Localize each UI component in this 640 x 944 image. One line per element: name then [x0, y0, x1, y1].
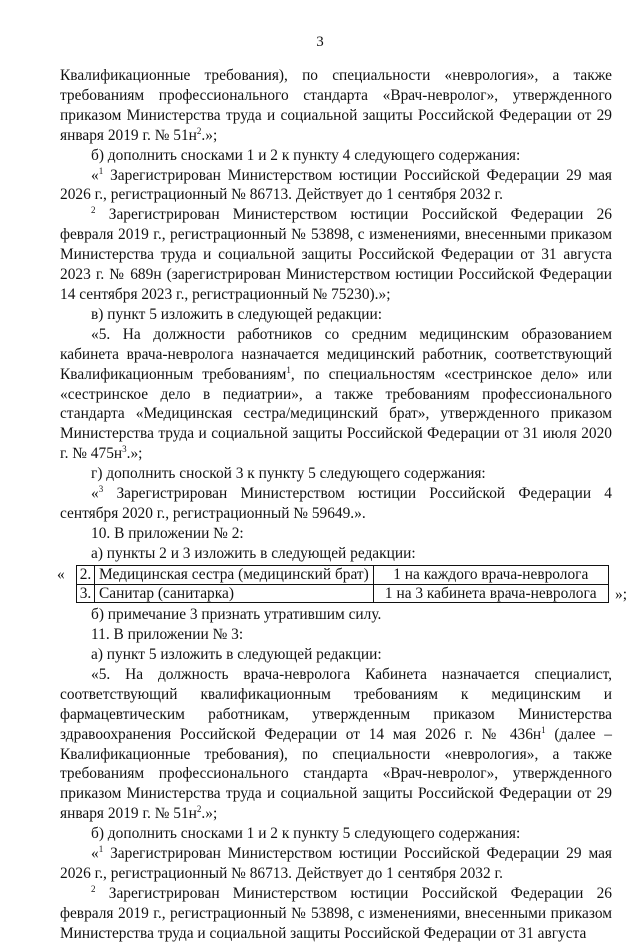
norm-cell: 1 на каждого врача-невролога	[373, 566, 608, 585]
paragraph-items-2-3-intro: а) пункты 2 и 3 изложить в следующей редакции:	[91, 544, 416, 562]
document-body	[57, 66, 627, 944]
table-row	[77, 584, 609, 603]
paragraph-item-5: «5. На должности работников со средним медицинским образованием кабинета врача-невролога назначается медицинский работник, соответствующий Квалификационным требованиям$^1$, по специальностям «сестринское дело» или «сестринское дело в педиатрии», а также требованиям профессионального стандарта «Медицинская сестра/медицинский брат», утвержденного приказом Министерства труда и социальной защиты Российской Федерации от 31 июля 2020 г. № $475н^3$.»;	[60, 325, 613, 463]
paragraph-neurologist-item-5: «5. На должность врача-невролога Кабинета назначается специалист, соответствующий квалификационным требованиям к медицинским и фармацевтическим работникам, утвержденным приказом Министерства здравоохранения Российской Федерации от 14 мая 2026 г. № $436н^1$ (далее – Квалификационные требования), по специальности «неврология», а также требованиям профессионального стандарта «Врач-невролог», утвержденного приказом Министерства труда и социальной защиты Российской Федерации от 29 января 2019 г. № $51н^2$.»;	[60, 665, 613, 823]
footnote-2: $^2$ Зарегистрирован Министерством юстиции Российской Федерации 26 февраля 2019 г., регистрационный № 53898, с изменениями, внесенными приказом Министерства труда и социальной защиты Российской Федерации от 31 августа 2023 г. № 689н (зарегистрирован Министерством юстиции Российской Федерации 14 сентября 2023 г., регистрационный № 75230).»;	[60, 205, 612, 303]
footnote-2-repeat: $^2$ Зарегистрирован Министерством юстиции Российской Федерации 26 февраля 2019 г., регистрационный № 53898, с изменениями, внесенными приказом Министерства труда и социальной защиты Российской Федерации от 31 августа	[60, 883, 612, 942]
paragraph-footnote-3-intro: г) дополнить сноской 3 к пункту 5 следующего содержания:	[91, 465, 486, 483]
paragraph-qualification-tail: Квалификационные требования), по специальности «неврология», а также требованиям профессионального стандарта «Врач-невролог», утвержденного приказом Министерства труда и социальной защиты Российской Федерации от 29 января 2019 г. № $51н^2$.»;	[60, 67, 612, 144]
paragraph-item-5-intro: в) пункт 5 изложить в следующей редакции:	[91, 305, 383, 323]
paragraph-note-3-void: б) примечание 3 признать утратившим силу.	[91, 606, 382, 624]
table-open-quote: «	[57, 566, 65, 584]
footnote-3: «$^3$ Зарегистрирован Министерством юстиции Российской Федерации 4 сентября 2020 г., регистрационный № 59649.».	[60, 483, 612, 522]
row-number: 2.	[77, 566, 95, 585]
staffing-table	[76, 565, 609, 603]
footnote-1-repeat: «$^1$ Зарегистрирован Министерством юстиции Российской Федерации 29 мая 2026 г., регистрационный № 86713. Действует до 1 сентября 2032 г.	[60, 843, 612, 882]
section-11-heading: 11. В приложении № 3:	[91, 626, 244, 644]
paragraph-footnotes-intro: б) дополнить сносками 1 и 2 к пункту 4 следующего содержания:	[91, 146, 521, 164]
table-close-quote: »;	[615, 586, 627, 604]
position-cell: Санитар (санитарка)	[95, 584, 374, 603]
footnote-1: «$^1$ Зарегистрирован Министерством юстиции Российской Федерации 29 мая 2026 г., регистрационный № 86713. Действует до 1 сентября 2032 г.	[60, 165, 612, 204]
staffing-table-block	[57, 564, 627, 604]
paragraph-item-5-intro-2: а) пункт 5 изложить в следующей редакции:	[91, 645, 382, 663]
page-number: 3	[316, 34, 324, 50]
paragraph-footnotes-intro-2: б) дополнить сносками 1 и 2 к пункту 5 следующего содержания:	[91, 825, 521, 843]
section-10-heading: 10. В приложении № 2:	[91, 524, 244, 542]
norm-cell: 1 на 3 кабинета врача-невролога	[373, 584, 608, 603]
table-row	[77, 566, 609, 585]
row-number: 3.	[77, 584, 95, 603]
position-cell: Медицинская сестра (медицинский брат)	[95, 566, 374, 585]
